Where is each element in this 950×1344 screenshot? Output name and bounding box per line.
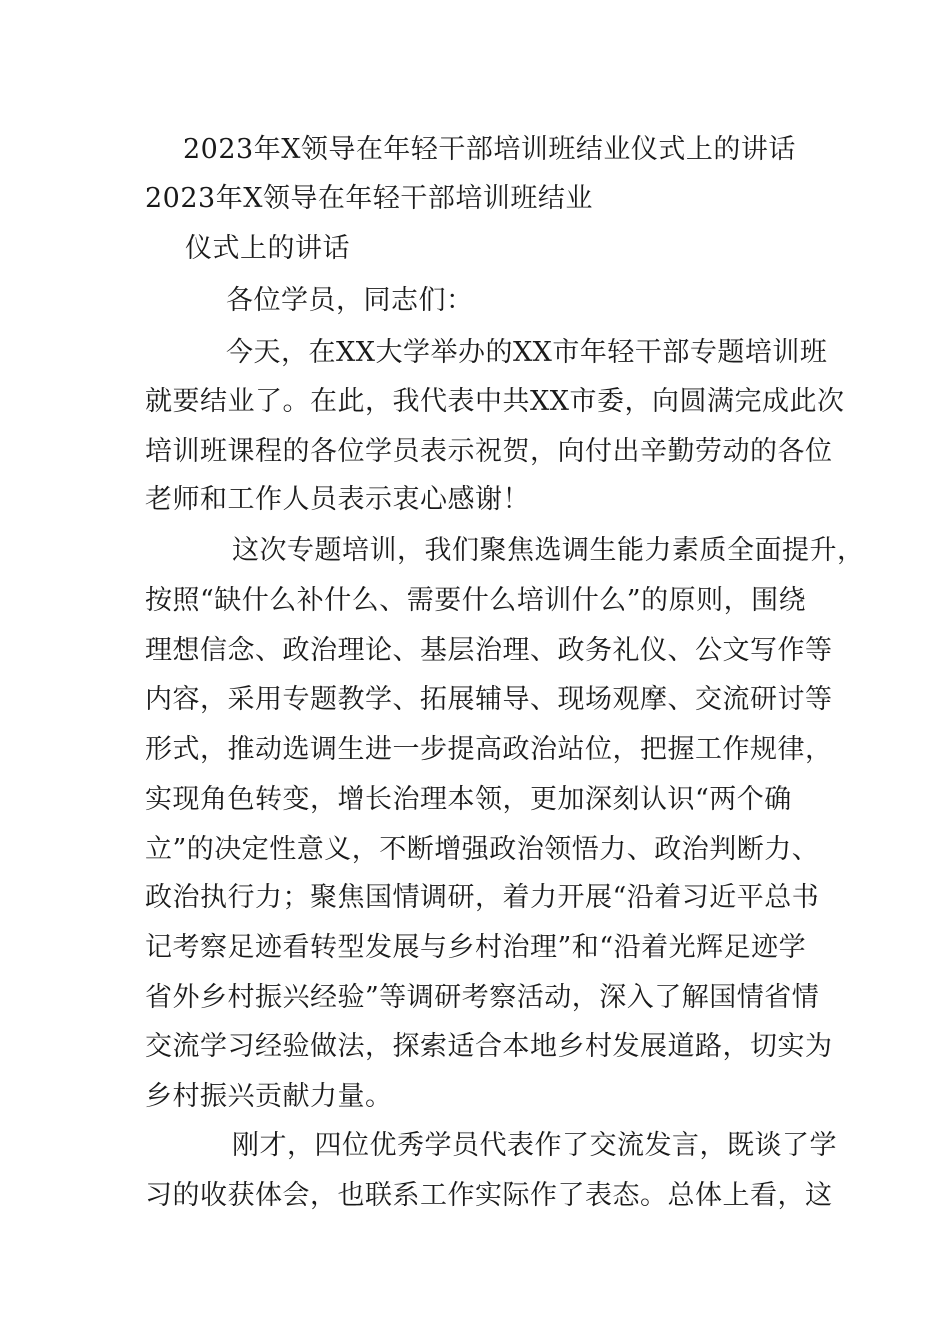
paragraph-2-line: 政治执行力；聚焦国情调研，着力开展“沿着习近平总书 xyxy=(145,882,820,913)
paragraph-2-line: 内容，采用专题教学、拓展辅导、现场观摩、交流研讨等 xyxy=(145,684,833,715)
paragraph-2-line: 按照“缺什么补什么、需要什么培训什么”的原则，围绕 xyxy=(145,585,807,616)
speech-heading-line-1: 2023年X领导在年轻干部培训班结业 xyxy=(145,183,593,214)
paragraph-2-line: 理想信念、政治理论、基层治理、政务礼仪、公文写作等 xyxy=(145,635,833,666)
paragraph-2-line: 这次专题培训，我们聚焦选调生能力素质全面提升， xyxy=(232,535,865,566)
paragraph-1-line: 老师和工作人员表示衷心感谢！ xyxy=(145,484,530,515)
paragraph-1-line: 培训班课程的各位学员表示祝贺，向付出辛勤劳动的各位 xyxy=(145,436,833,467)
speech-heading-line-2: 仪式上的讲话 xyxy=(185,233,350,264)
paragraph-2-line: 立”的决定性意义，不断增强政治领悟力、政治判断力、 xyxy=(145,834,820,865)
paragraph-1-line: 就要结业了。在此，我代表中共XX市委，向圆满完成此次 xyxy=(145,386,845,417)
document-title: 2023年X领导在年轻干部培训班结业仪式上的讲话 xyxy=(183,134,796,165)
paragraph-1-line: 今天，在XX大学举办的XX市年轻干部专题培训班 xyxy=(226,337,828,368)
paragraph-2-line: 省外乡村振兴经验”等调研考察活动，深入了解国情省情 xyxy=(145,982,820,1013)
paragraph-2-line: 乡村振兴贡献力量。 xyxy=(145,1081,393,1112)
paragraph-2-line: 记考察足迹看转型发展与乡村治理”和“沿着光辉足迹学 xyxy=(145,932,807,963)
paragraph-2-line: 实现角色转变，增长治理本领，更加深刻认识“两个确 xyxy=(145,784,792,815)
paragraph-2-line: 交流学习经验做法，探索适合本地乡村发展道路，切实为 xyxy=(145,1031,833,1062)
paragraph-2-line: 形式，推动选调生进一步提高政治站位，把握工作规律， xyxy=(145,734,833,765)
salutation: 各位学员，同志们： xyxy=(226,285,474,316)
paragraph-3-line: 刚才，四位优秀学员代表作了交流发言，既谈了学 xyxy=(232,1130,837,1161)
paragraph-3-line: 习的收获体会，也联系工作实际作了表态。总体上看，这 xyxy=(145,1180,833,1211)
